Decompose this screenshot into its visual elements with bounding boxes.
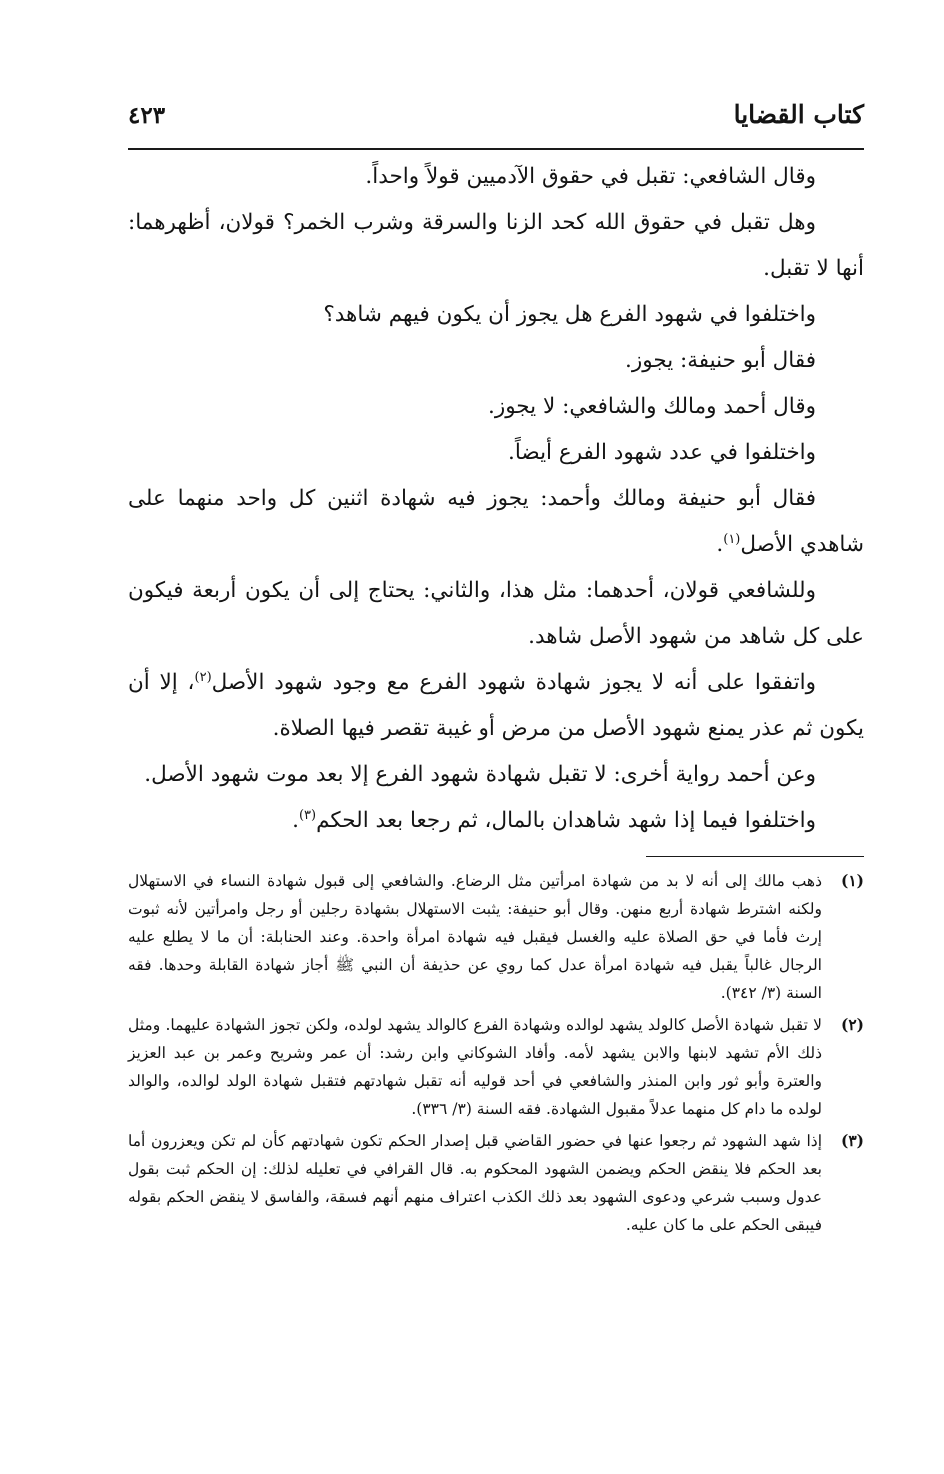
- paragraph: وللشافعي قولان، أحدهما: مثل هذا، والثاني: يحتاج إلى أن يكون أربعة فيكون على كل شاهد من شهود الأصل شاهد.: [128, 578, 864, 649]
- footnote-reference: (٣): [298, 807, 317, 823]
- footnote-text: إذا شهد الشهود ثم رجعوا عنها في حضور القاضي قبل إصدار الحكم تكون شهادتهم كأن لم تكن ويعزرون أما بعد الحكم فلا ينقض الحكم ويضمن الشهود المحكوم به. قال القرافي في تعليله لذلك: إن الحكم ثبت بقول عدول وسبب شرعي ودعوى الشهود بعد ذلك الكذب اعتراف منهم أنهم فسقة، والفاسق لا ينقض الحكم بقوله فيبقى الحكم على ما كان عليه.: [128, 1132, 822, 1234]
- footnote-text: لا تقبل شهادة الأصل كالولد يشهد لوالده وشهادة الفرع كالوالد يشهد لولده، ولكن تجوز الشهادة عليهما. ومثل ذلك الأم تشهد لابنها والابن يشهد لأمه. وأفاد الشوكاني وابن رشد: أن عمر وشريح وعمر بن عبد العزيز والعترة وأبو ثور وابن المنذر والشافعي في أحد قوليه أنه تقبل شهادتهم فتقبل شهادة الولد لوالده، والوالد لولده ما دام كل منهما عدلاً مقبول الشهادة. فقه السنة (٣/ ٣٣٦).: [128, 1016, 822, 1118]
- paragraph: فقال أبو حنيفة: يجوز.: [625, 348, 816, 373]
- paragraph: واتفقوا على أنه لا يجوز شهادة شهود الفرع مع وجود شهود الأصل$^{(٢)}$، إلا أن يكون ثم عذر يمنع شهود الأصل من مرض أو غيبة تقصر فيها الصلاة.: [128, 669, 864, 741]
- paragraph: وعن أحمد رواية أخرى: لا تقبل شهادة شهود الفرع إلا بعد موت شهود الأصل.: [144, 762, 816, 787]
- footnote: [128, 1011, 864, 1123]
- paragraph: فقال أبو حنيفة ومالك وأحمد: يجوز فيه شهادة اثنين كل واحد منهما على شاهدي الأصل$^{(١)}$.: [128, 486, 864, 557]
- paragraph: واختلفوا فيما إذا شهد شاهدان بالمال، ثم رجعا بعد الحكم$^{(٣)}$.: [292, 807, 816, 833]
- footnotes: [128, 867, 864, 1239]
- page-header: [128, 100, 864, 150]
- page-number: ٤٢٣: [128, 102, 166, 129]
- footnote-number: (٣): [840, 1131, 864, 1150]
- footnote: [128, 867, 864, 1007]
- footnote-text: ذهب مالك إلى أنه لا بد من شهادة امرأتين مثل الرضاع. والشافعي إلى قبول شهادة النساء في الاستهلال ولكنه اشترط شهادة أربع منهن. وقال أبو حنيفة: يثبت الاستهلال بشهادة رجلين أو رجل وامرأتين لأنه ثبوت إرث فأما في حق الصلاة عليه والغسل فيقبل فيه شهادة امرأة واحدة. وعند الحنابلة: أن ما لا يطلع عليه الرجال غالباً يقبل فيه شهادة امرأة عدل كما روي عن حذيفة أن النبي ﷺ أجاز شهادة القابلة وحدها. فقه السنة (٣/ ٣٤٢).: [128, 872, 822, 1002]
- footnote-reference: (٢): [194, 669, 212, 685]
- main-text: [128, 154, 864, 844]
- paragraph: وقال الشافعي: تقبل في حقوق الآدميين قولاً واحداً.: [365, 164, 816, 189]
- footnote: [128, 1127, 864, 1239]
- footnote-reference: (١): [723, 531, 741, 547]
- paragraph: واختلفوا في شهود الفرع هل يجوز أن يكون فيهم شاهد؟: [323, 302, 816, 327]
- paragraph: وقال أحمد ومالك والشافعي: لا يجوز.: [487, 394, 816, 419]
- footnote-separator: [646, 856, 864, 857]
- paragraph: واختلفوا في عدد شهود الفرع أيضاً.: [508, 440, 816, 465]
- footnote-number: (١): [840, 871, 864, 890]
- chapter-title: كتاب القضايا: [733, 100, 864, 129]
- book-page: [128, 100, 864, 1243]
- footnote-number: (٢): [840, 1015, 864, 1034]
- paragraph: وهل تقبل في حقوق الله كحد الزنا والسرقة وشرب الخمر؟ قولان، أظهرهما: أنها لا تقبل.: [128, 210, 864, 281]
